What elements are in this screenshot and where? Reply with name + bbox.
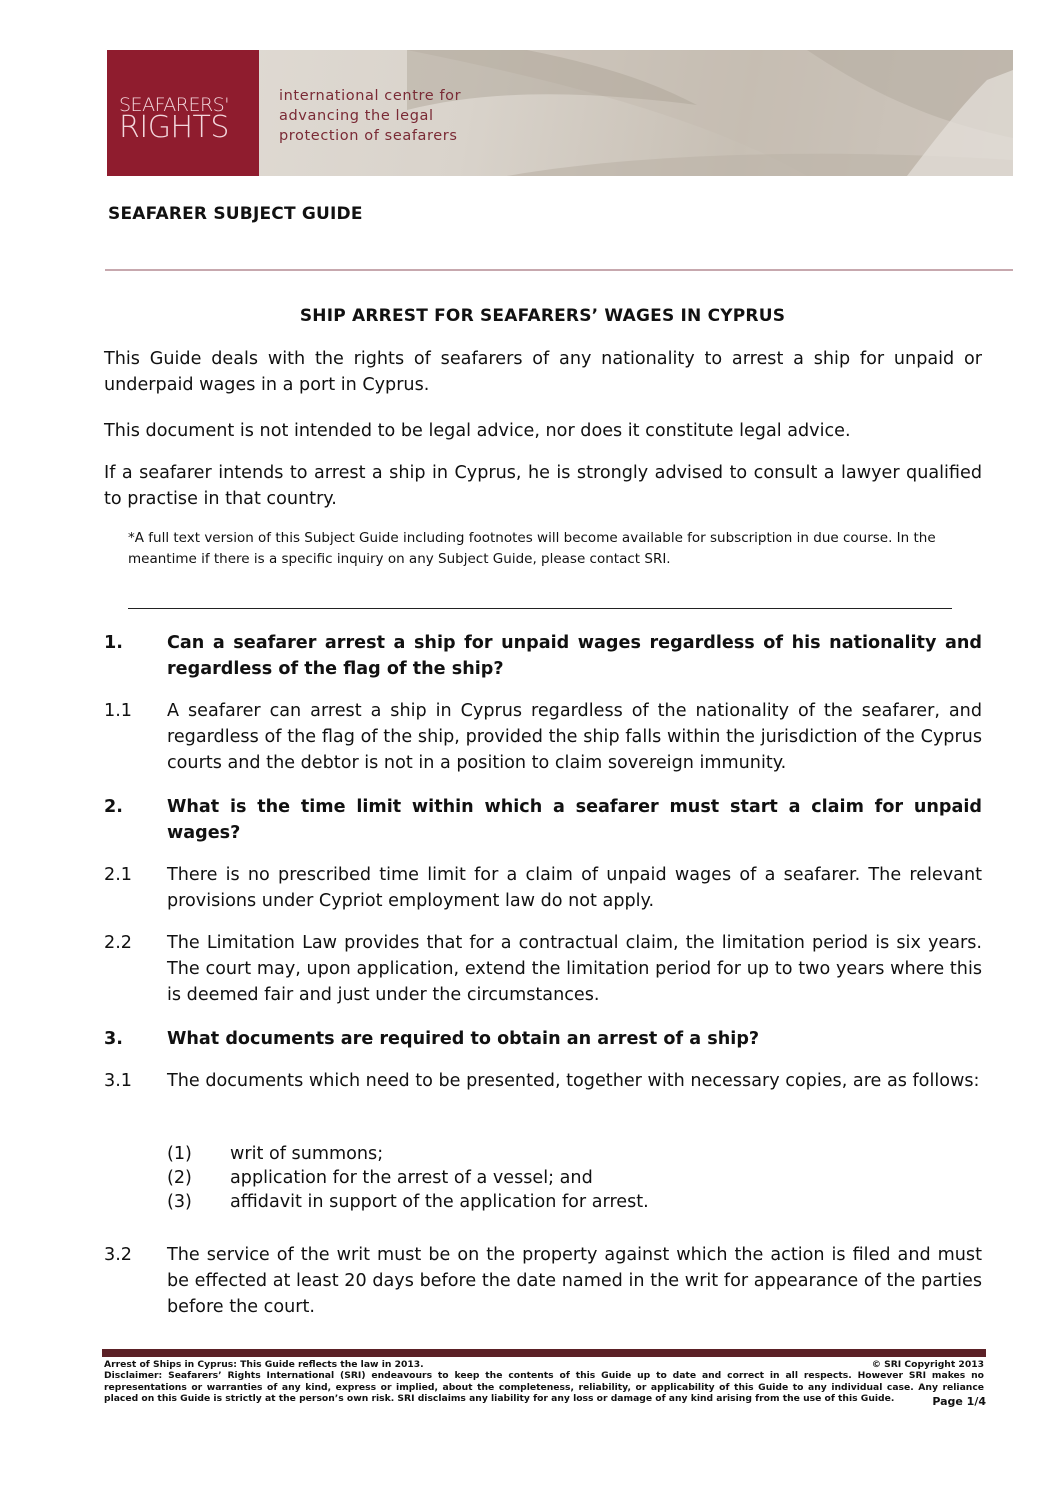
footer-bar bbox=[102, 1349, 986, 1357]
full-text-note: *A full text version of this Subject Guide including footnotes will become available for subscription in due course. In the meantime if there is a specific inquiry on any Subject Guide, please contact SRI. bbox=[128, 530, 936, 567]
list-item-text: application for the arrest of a vessel; and bbox=[230, 1168, 593, 1188]
list-item-number: (3) bbox=[167, 1192, 192, 1212]
section-heading bbox=[104, 1026, 982, 1052]
section-paragraph bbox=[104, 862, 982, 914]
paragraph-number: 3.2 bbox=[104, 1245, 132, 1265]
footer-doc-label: Arrest of Ships in Cyprus: bbox=[104, 1359, 237, 1370]
tagline bbox=[279, 86, 461, 146]
tagline-line: advancing the legal bbox=[279, 108, 434, 124]
section-paragraph bbox=[104, 1242, 982, 1320]
intro-paragraph: This document is not intended to be legal advice, nor does it constitute legal advice. bbox=[104, 421, 851, 441]
paragraph-number: 3.1 bbox=[104, 1071, 132, 1091]
paragraph-number: 1.1 bbox=[104, 701, 132, 721]
tagline-line: international centre for bbox=[279, 88, 462, 104]
paragraph-text: The documents which need to be presented, together with necessary copies, are as follows: bbox=[167, 1071, 980, 1091]
divider bbox=[105, 269, 1013, 271]
section-number: 3. bbox=[104, 1029, 123, 1049]
divider bbox=[128, 608, 952, 609]
logo-text-rights: RIGHTS bbox=[119, 110, 229, 145]
intro-paragraph: This Guide deals with the rights of seafarers of any nationality to arrest a ship for unpaid or underpaid wages in a port in Cyprus. bbox=[104, 349, 982, 395]
page-number: Page 1/4 bbox=[932, 1395, 986, 1408]
section-paragraph bbox=[104, 698, 982, 776]
section-number: 2. bbox=[104, 797, 123, 817]
paragraph-text: A seafarer can arrest a ship in Cyprus regardless of the nationality of the seafarer, and regardless of the flag of the ship, provided the ship falls within the jurisdiction of the Cyprus courts and the debtor is not in a position to claim sovereign immunity. bbox=[167, 701, 982, 773]
paragraph-text: The service of the writ must be on the property against which the action is filed and must be effected at least 20 days before the date named in the writ for appearance of the parties before the court. bbox=[167, 1245, 982, 1317]
intro-paragraph: If a seafarer intends to arrest a ship in Cyprus, he is strongly advised to consult a lawyer qualified to practise in that country. bbox=[104, 463, 982, 509]
disclaimer-label: Disclaimer: bbox=[104, 1370, 163, 1381]
list-item-number: (2) bbox=[167, 1168, 192, 1188]
list-item bbox=[167, 1166, 593, 1190]
section-paragraph bbox=[104, 1068, 982, 1094]
section-heading-text: What documents are required to obtain an arrest of a ship? bbox=[167, 1029, 760, 1049]
section-paragraph bbox=[104, 930, 982, 1008]
disclaimer bbox=[104, 1370, 984, 1405]
footer-doc-text: This Guide reflects the law in 2013. bbox=[236, 1359, 424, 1370]
section-heading-text: What is the time limit within which a seafarer must start a claim for unpaid wages? bbox=[167, 797, 982, 843]
list-item bbox=[167, 1190, 649, 1214]
copyright: © SRI Copyright 2013 bbox=[871, 1359, 984, 1370]
section-number: 1. bbox=[104, 633, 123, 653]
paragraph-text: There is no prescribed time limit for a claim of unpaid wages of a seafarer. The relevant provisions under Cypriot employment law do not apply. bbox=[167, 865, 982, 911]
list-item bbox=[167, 1142, 383, 1166]
paragraph-number: 2.2 bbox=[104, 933, 132, 953]
list-item-text: writ of summons; bbox=[230, 1144, 384, 1164]
section-heading bbox=[104, 630, 982, 682]
disclaimer-text: Seafarers’ Rights International (SRI) endeavours to keep the contents of this Guide up to date and correct in all respects. However SRI makes no representations or warranties of any kind, express or implied, about the completeness, reliability, or applicability of this Guide to any individual case. Any reliance placed on this Guide is strictly at the person’s own risk. SRI disclaims any liability for any loss or damage of any kind arising from the use of this Guide. bbox=[104, 1370, 984, 1404]
logo-text-seafarers: SEAFARERS' bbox=[119, 94, 229, 116]
paragraph-text: The Limitation Law provides that for a contractual claim, the limitation period is six years. The court may, upon application, extend the limitation period for up to two years where this is deemed fair and just under the circumstances. bbox=[167, 933, 982, 1005]
page-title: SHIP ARREST FOR SEAFARERS’ WAGES IN CYPRUS bbox=[299, 306, 786, 326]
section-heading bbox=[104, 794, 982, 846]
list-item-number: (1) bbox=[167, 1144, 192, 1164]
list-item-text: affidavit in support of the application for arrest. bbox=[230, 1192, 649, 1212]
section-heading-text: Can a seafarer arrest a ship for unpaid wages regardless of his nationality and regardless of the flag of the ship? bbox=[167, 633, 982, 679]
logo bbox=[107, 50, 259, 176]
paragraph-number: 2.1 bbox=[104, 865, 132, 885]
header-banner bbox=[107, 50, 1013, 176]
footer-doc-note bbox=[104, 1359, 984, 1371]
subject-guide-label: SEAFARER SUBJECT GUIDE bbox=[108, 204, 363, 224]
tagline-line: protection of seafarers bbox=[279, 128, 458, 144]
